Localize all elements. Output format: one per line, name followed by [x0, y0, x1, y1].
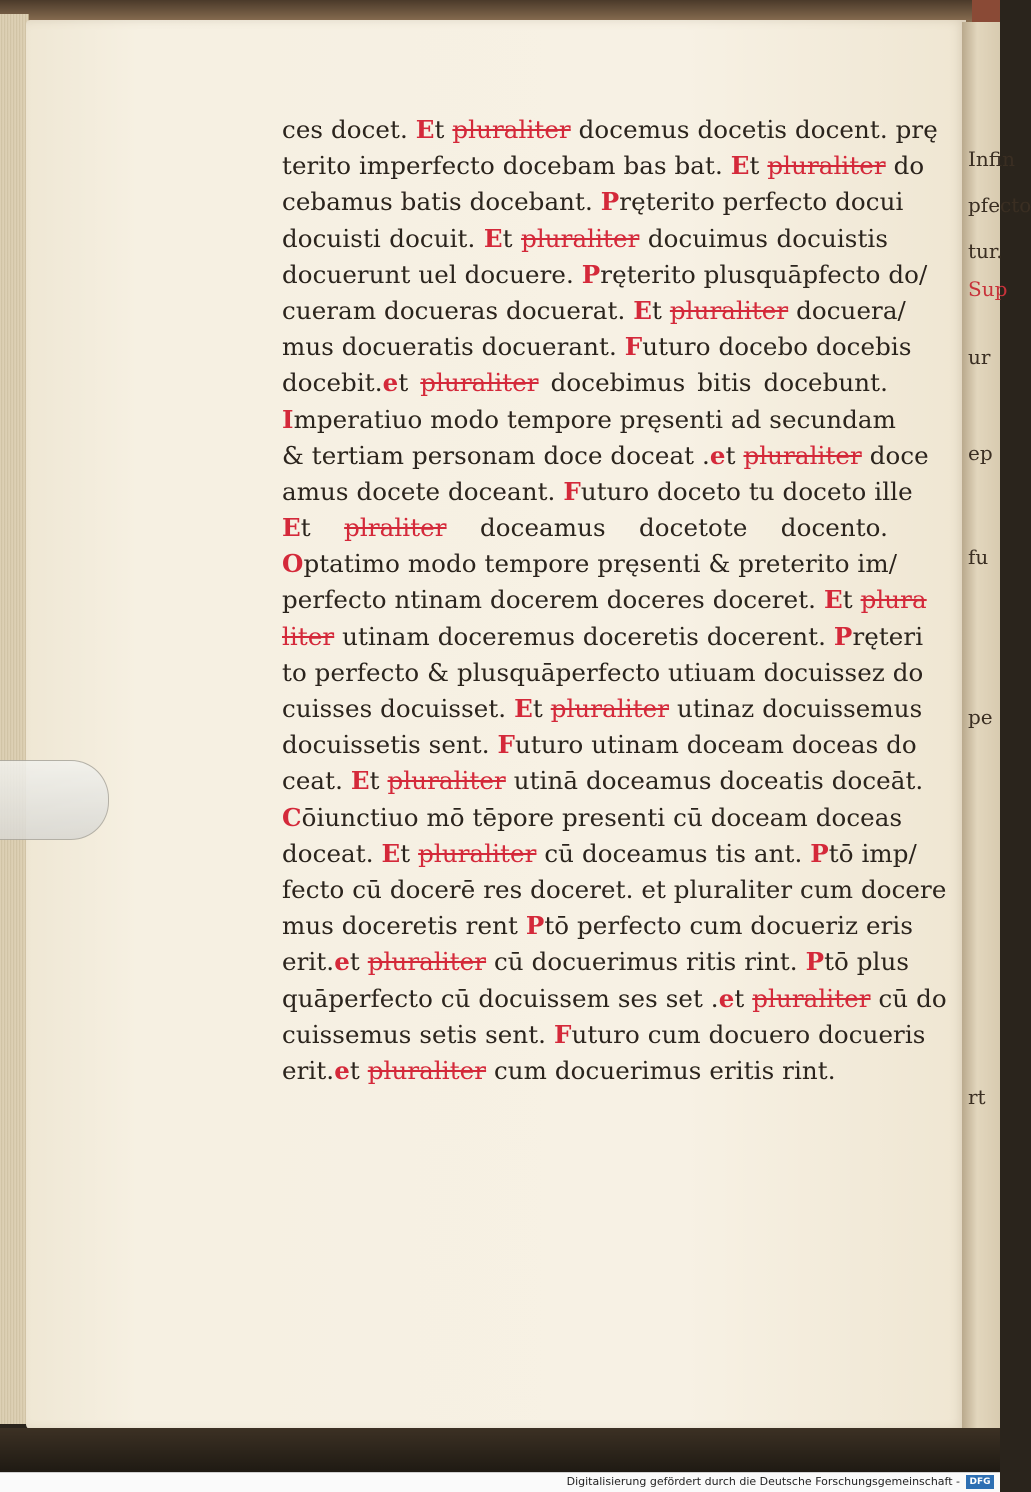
text-run: doceamus docetote docento.	[446, 513, 888, 543]
text-run: cueram docueras docuerat.	[282, 295, 634, 325]
text-line	[282, 329, 912, 365]
text-run: cuissemus setis sent.	[282, 1019, 554, 1049]
text-run: uturo cum docuero docueris	[571, 1019, 926, 1049]
rubric-initial: E	[633, 295, 653, 325]
text-run: utinam doceremus doceretis docerent.	[334, 621, 834, 651]
text-line	[282, 582, 927, 618]
text-run: erit.	[282, 947, 335, 977]
text-line	[282, 112, 938, 148]
text-line	[282, 1053, 888, 1089]
text-line	[282, 1017, 926, 1053]
text-run: cū docuerimus ritis rint.	[486, 947, 806, 977]
text-run: amus docete doceant.	[282, 476, 564, 506]
rubric-initial: E	[483, 223, 503, 253]
rubric-initial: P	[581, 259, 601, 289]
text-line	[282, 763, 924, 799]
struck-word: pluraliter	[452, 115, 571, 144]
text-run: erit.	[282, 1055, 335, 1085]
rubric-initial: E	[823, 585, 843, 615]
text-line	[282, 148, 925, 184]
dfg-logo-icon: DFG	[966, 1475, 994, 1489]
rubric-initial: e	[709, 440, 726, 470]
rubric-initial: P	[810, 838, 829, 868]
text-line	[282, 546, 898, 582]
text-run: t	[502, 223, 522, 253]
text-run: tō perfecto cum docueriz eris	[544, 911, 914, 941]
rubric-initial: P	[833, 621, 853, 651]
struck-word: pluraliter	[767, 151, 886, 181]
text-run: uturo docebo docebis	[642, 332, 912, 362]
text-run: docuera/	[788, 295, 906, 325]
text-run: cū doceamus tis ant.	[536, 838, 811, 868]
rubric-initial: E	[514, 694, 533, 723]
struck-word: plraliter	[344, 513, 447, 543]
text-run: t	[349, 1055, 368, 1085]
text-line	[282, 293, 906, 329]
text-run: t	[434, 115, 453, 144]
footer-bar	[0, 1472, 1000, 1492]
rubric-initial: F	[624, 332, 643, 362]
rubric-initial: e	[382, 368, 399, 398]
text-run: ręterito plusquāpfecto do/	[600, 259, 928, 289]
text-line	[282, 221, 888, 257]
struck-word: pluraliter	[550, 694, 670, 723]
facing-page-fragment	[962, 22, 1031, 1442]
rubric-initial: F	[497, 730, 516, 760]
text-line	[282, 908, 914, 944]
text-run: mus docueratis docuerant.	[282, 332, 625, 362]
rubric-initial: e	[334, 1055, 350, 1085]
rubric-initial: E	[730, 151, 750, 181]
text-run: utinā doceamus doceatis doceāt.	[505, 766, 924, 796]
struck-word: pluraliter	[367, 947, 487, 977]
text-line	[282, 800, 903, 836]
rubric-initial: O	[282, 549, 304, 579]
text-run: to perfecto & plusquāperfecto utiuam docuissez do	[282, 657, 924, 687]
rubric-initial: P	[525, 911, 545, 941]
text-run: cuisses docuisset.	[282, 694, 515, 723]
rubric-initial: E	[282, 513, 301, 543]
text-line	[282, 257, 928, 293]
rubric-initial: e	[718, 983, 735, 1013]
text-run: mus doceretis rent	[282, 911, 526, 941]
rubric-initial: F	[553, 1019, 572, 1049]
text-run: t	[734, 983, 753, 1013]
rubric-initial: E	[381, 838, 401, 868]
facing-text-1: Infin	[968, 147, 1016, 171]
rubric-initial: I	[282, 404, 294, 434]
text-run: uturo utinam doceam doceas do	[515, 730, 917, 760]
text-run: ręterito perfecto docui	[619, 187, 904, 217]
struck-word: plura	[860, 585, 927, 615]
text-line	[282, 365, 888, 401]
facing-text-3: tur.	[968, 239, 1003, 263]
rubric-initial: e	[334, 947, 350, 977]
text-run: t	[652, 295, 670, 325]
text-run: ōiunctiuo mō tēpore presenti cū doceam doceas	[301, 802, 903, 832]
rubric-initial: F	[563, 476, 581, 506]
struck-word: pluraliter	[367, 1055, 487, 1085]
rubric-initial: E	[415, 115, 435, 144]
page-text-block	[282, 112, 947, 1089]
text-run: t	[842, 585, 861, 615]
text-run: t	[398, 368, 421, 398]
text-run: docuerunt uel docuere.	[282, 259, 582, 289]
text-run: doceat.	[282, 838, 382, 868]
struck-word: pluraliter	[521, 223, 640, 253]
text-run: t	[349, 947, 368, 977]
text-run: tō imp/	[828, 838, 917, 868]
text-line	[282, 474, 913, 510]
text-run: cebamus batis docebant.	[282, 187, 601, 217]
text-run: docuissetis sent.	[282, 730, 498, 760]
text-run: fecto cū docerē res doceret. et pluraliter cum docere	[282, 874, 947, 904]
facing-text-7: fu	[968, 545, 989, 569]
text-line	[282, 872, 947, 908]
struck-word: pluraliter	[752, 983, 871, 1013]
text-line	[282, 438, 929, 474]
bookmark-tab	[0, 760, 109, 840]
struck-word: pluraliter	[669, 295, 789, 325]
rubric-initial: P	[805, 947, 825, 977]
facing-text-2: pfecto	[968, 193, 1031, 217]
text-run: docebimus bitis docebunt.	[538, 368, 888, 398]
facing-text-4: Sup	[968, 277, 1008, 301]
text-run: cum docuerimus eritis rint.	[486, 1055, 836, 1085]
text-run: utinaz docuissemus	[669, 694, 923, 723]
text-run: t	[749, 151, 768, 181]
text-run: t	[532, 694, 551, 723]
text-run: do	[885, 151, 925, 181]
text-run: docemus docetis docent. prę	[570, 115, 938, 144]
facing-text-8: pe	[968, 705, 993, 729]
text-line	[282, 402, 896, 438]
book-top-edge	[0, 0, 1000, 22]
rubric-initial: E	[350, 766, 370, 796]
text-line	[282, 655, 924, 691]
text-line	[282, 619, 924, 655]
book-bottom-edge	[0, 1428, 1000, 1472]
text-run: t	[369, 766, 388, 796]
struck-word: pluraliter	[743, 440, 862, 470]
text-run: docuimus docuistis	[639, 223, 888, 253]
text-line	[282, 184, 904, 220]
footer-credit: Digitalisierung gefördert durch die Deutsche Forschungsgemeinschaft -	[566, 1475, 960, 1488]
text-line	[282, 691, 923, 727]
facing-text-9: rt	[968, 1085, 986, 1109]
text-run: & tertiam personam doce doceat .	[282, 440, 710, 470]
facing-text-5: ur	[968, 345, 991, 369]
text-run: ceat.	[282, 766, 351, 796]
text-run: quāperfecto cū docuissem ses set .	[282, 983, 719, 1013]
text-line	[282, 510, 888, 546]
text-run: t	[300, 513, 345, 543]
text-run: terito imperfecto docebam bas bat.	[282, 151, 731, 181]
struck-word: liter	[282, 621, 335, 651]
text-line	[282, 727, 917, 763]
rubric-initial: C	[282, 802, 302, 832]
text-line	[282, 944, 910, 980]
facing-text-6: ep	[968, 441, 993, 465]
text-run: docuisti docuit.	[282, 223, 484, 253]
text-run: uturo doceto tu doceto ille	[580, 476, 913, 506]
text-run: mperatiuo modo tempore pręsenti ad secundam	[293, 404, 896, 434]
struck-word: pluraliter	[420, 368, 539, 398]
text-run: tō plus	[824, 947, 910, 977]
text-run: cū do	[870, 983, 947, 1013]
text-line	[282, 836, 917, 872]
text-line	[282, 981, 947, 1017]
text-run: ces docet.	[282, 115, 416, 144]
page-stack-edge	[0, 14, 29, 1424]
text-run: doce	[861, 440, 929, 470]
text-run: t	[725, 440, 744, 470]
text-run: docebit.	[282, 368, 383, 398]
rubric-initial: P	[600, 187, 620, 217]
text-run: t	[400, 838, 419, 868]
struck-word: pluraliter	[418, 838, 537, 868]
struck-word: pluraliter	[387, 766, 506, 796]
text-run: perfecto ntinam docerem doceres doceret.	[282, 585, 824, 615]
text-run: ręteri	[852, 621, 924, 651]
text-run: ptatimo modo tempore pręsenti & preterito im/	[303, 549, 898, 579]
